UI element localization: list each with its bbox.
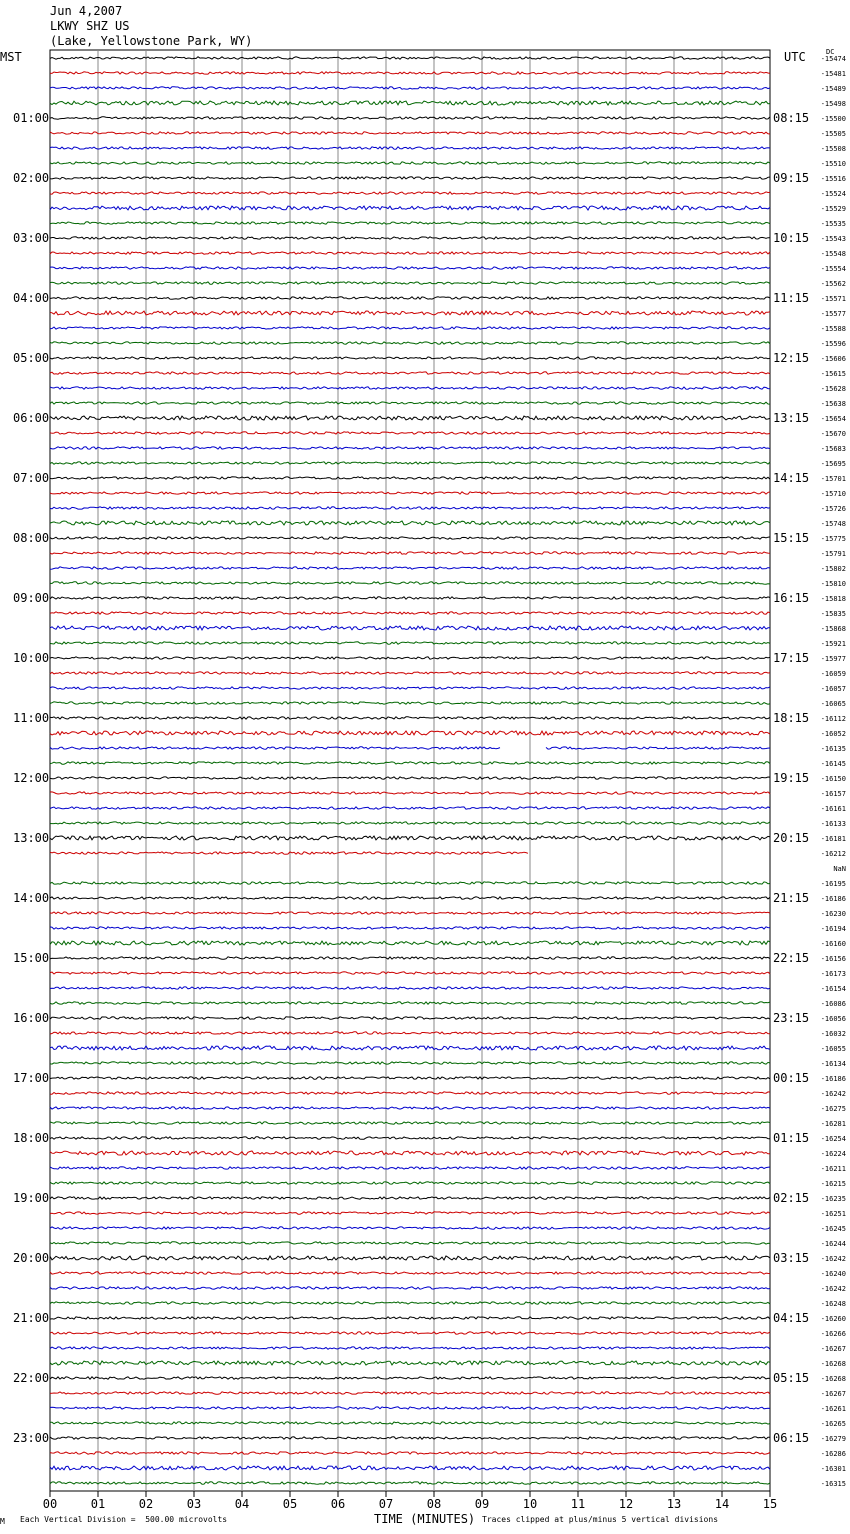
- seismic-trace: [50, 941, 770, 945]
- seismic-trace: [50, 552, 770, 554]
- right-hour-label: 03:15: [773, 1251, 810, 1265]
- x-tick-label: 03: [186, 1497, 202, 1511]
- seismic-trace: [50, 1182, 770, 1184]
- right-hour-label: 21:15: [773, 891, 810, 905]
- x-tick-label: 05: [282, 1497, 298, 1511]
- trace-dc-offset: -15921: [820, 640, 846, 648]
- trace-dc-offset: -16279: [820, 1435, 846, 1443]
- trace-dc-offset: -15500: [820, 115, 846, 123]
- trace-dc-offset: -16194: [820, 925, 846, 933]
- corner-mark: M: [0, 1517, 5, 1526]
- seismic-trace: [50, 1317, 770, 1319]
- seismic-trace: [50, 1437, 770, 1439]
- trace-dc-offset: -16156: [820, 955, 846, 963]
- seismic-trace: [50, 432, 770, 434]
- seismic-trace: [50, 717, 770, 719]
- trace-dc-offset: -16065: [820, 700, 846, 708]
- trace-dc-offset: NaN: [833, 865, 846, 873]
- seismic-trace: [50, 612, 770, 614]
- trace-dc-offset: -16059: [820, 670, 846, 678]
- left-timezone-label: MST: [0, 50, 22, 64]
- trace-dc-offset: -15498: [820, 100, 846, 108]
- trace-dc-offset: -16195: [820, 880, 846, 888]
- seismic-trace: [50, 282, 770, 284]
- right-hour-label: 22:15: [773, 951, 810, 965]
- right-hour-label: 18:15: [773, 711, 810, 725]
- seismic-trace: [50, 87, 770, 89]
- trace-dc-offset: -15670: [820, 430, 846, 438]
- seismic-trace: [50, 1227, 770, 1229]
- right-hour-label: 15:15: [773, 531, 810, 545]
- seismic-trace: [50, 1452, 770, 1454]
- trace-dc-offset: -16145: [820, 760, 846, 768]
- seismic-trace: [50, 836, 770, 840]
- x-tick-label: 01: [90, 1497, 106, 1511]
- seismic-trace: [50, 1077, 770, 1079]
- right-hour-label: 19:15: [773, 771, 810, 785]
- trace-dc-offset: -16268: [820, 1375, 846, 1383]
- seismic-trace: [50, 1332, 770, 1334]
- seismic-trace: [50, 687, 770, 689]
- trace-dc-offset: -16242: [820, 1255, 846, 1263]
- trace-dc-offset: -16086: [820, 1000, 846, 1008]
- seismic-trace: [50, 747, 770, 749]
- right-hour-label: 01:15: [773, 1131, 810, 1145]
- x-tick-label: 06: [330, 1497, 346, 1511]
- trace-dc-offset: -15577: [820, 310, 846, 318]
- left-hour-label: 21:00: [13, 1311, 50, 1325]
- right-timezone-label: UTC: [784, 50, 806, 64]
- x-tick-label: 14: [714, 1497, 730, 1511]
- seismic-trace: [50, 402, 770, 404]
- seismic-trace: [50, 897, 770, 899]
- trace-dc-offset: -16261: [820, 1405, 846, 1413]
- left-hour-label: 08:00: [13, 531, 50, 545]
- trace-dc-offset: -15524: [820, 190, 846, 198]
- seismic-trace: [50, 357, 770, 359]
- trace-dc-offset: -16135: [820, 745, 846, 753]
- trace-dc-offset: -15791: [820, 550, 846, 558]
- seismic-trace: [50, 822, 770, 824]
- seismic-trace: [50, 447, 770, 449]
- seismic-trace: [50, 702, 770, 704]
- left-hour-label: 19:00: [13, 1191, 50, 1205]
- x-axis-title: TIME (MINUTES): [374, 1512, 476, 1526]
- seismic-trace: [50, 177, 770, 179]
- trace-dc-offset: -16112: [820, 715, 846, 723]
- seismic-trace: [50, 1151, 770, 1155]
- seismic-trace: [50, 1062, 770, 1064]
- seismic-trace: [50, 1422, 770, 1424]
- trace-dc-offset: -16266: [820, 1330, 846, 1338]
- trace-dc-offset: -16254: [820, 1135, 846, 1143]
- seismic-trace: [50, 852, 528, 854]
- seismic-trace: [50, 147, 770, 149]
- left-hour-label: 13:00: [13, 831, 50, 845]
- x-tick-label: 15: [762, 1497, 778, 1511]
- seismic-trace: [50, 462, 770, 464]
- right-hour-label: 12:15: [773, 351, 810, 365]
- trace-dc-offset: -16211: [820, 1165, 846, 1173]
- trace-dc-offset: -15775: [820, 535, 846, 543]
- trace-dc-offset: -15748: [820, 520, 846, 528]
- seismic-trace: [50, 222, 770, 224]
- x-tick-label: 13: [666, 1497, 682, 1511]
- trace-dc-offset: -15588: [820, 325, 846, 333]
- seismic-trace: [50, 311, 770, 315]
- seismic-trace: [50, 117, 770, 119]
- trace-dc-offset: -16265: [820, 1420, 846, 1428]
- seismic-trace: [50, 387, 770, 389]
- trace-dc-offset: -16240: [820, 1270, 846, 1278]
- trace-dc-offset: -16052: [820, 730, 846, 738]
- seismic-trace: [50, 1287, 770, 1289]
- trace-dc-offset: -15562: [820, 280, 846, 288]
- trace-dc-offset: -16157: [820, 790, 846, 798]
- trace-dc-offset: -16154: [820, 985, 846, 993]
- seismic-trace: [50, 1167, 770, 1169]
- left-hour-label: 20:00: [13, 1251, 50, 1265]
- trace-dc-offset: -16251: [820, 1210, 846, 1218]
- right-hour-label: 00:15: [773, 1071, 810, 1085]
- right-hour-label: 13:15: [773, 411, 810, 425]
- x-tick-label: 08: [426, 1497, 442, 1511]
- right-hour-label: 06:15: [773, 1431, 810, 1445]
- seismic-trace: [50, 731, 770, 735]
- seismic-trace: [50, 206, 770, 210]
- trace-dc-offset: -16230: [820, 910, 846, 918]
- seismic-trace: [50, 372, 770, 374]
- trace-dc-offset: -16032: [820, 1030, 846, 1038]
- right-hour-label: 23:15: [773, 1011, 810, 1025]
- seismic-trace: [50, 1256, 770, 1260]
- trace-dc-offset: -16133: [820, 820, 846, 828]
- trace-dc-offset: -16242: [820, 1090, 846, 1098]
- left-hour-label: 03:00: [13, 231, 50, 245]
- seismic-trace: [50, 957, 770, 959]
- trace-dc-offset: -16281: [820, 1120, 846, 1128]
- trace-dc-offset: -15529: [820, 205, 846, 213]
- seismic-trace: [50, 1347, 770, 1349]
- seismic-trace: [50, 237, 770, 239]
- seismic-trace: [50, 57, 770, 59]
- seismic-trace: [50, 567, 770, 569]
- trace-dc-offset: -16215: [820, 1180, 846, 1188]
- trace-dc-offset: -16267: [820, 1390, 846, 1398]
- seismic-trace: [50, 507, 770, 509]
- left-hour-label: 11:00: [13, 711, 50, 725]
- right-hour-label: 04:15: [773, 1311, 810, 1325]
- seismic-trace: [50, 1197, 770, 1199]
- dc-offset-header: DC: [826, 48, 835, 56]
- trace-dc-offset: -16181: [820, 835, 846, 843]
- seismic-trace: [50, 1002, 770, 1004]
- seismic-trace: [50, 521, 770, 525]
- trace-dc-offset: -15701: [820, 475, 846, 483]
- left-hour-label: 05:00: [13, 351, 50, 365]
- trace-dc-offset: -15802: [820, 565, 846, 573]
- trace-dc-offset: -16248: [820, 1300, 846, 1308]
- left-hour-label: 06:00: [13, 411, 50, 425]
- trace-dc-offset: -16286: [820, 1450, 846, 1458]
- seismic-trace: [50, 927, 770, 929]
- right-hour-label: 20:15: [773, 831, 810, 845]
- trace-dc-offset: -16242: [820, 1285, 846, 1293]
- trace-dc-offset: -16057: [820, 685, 846, 693]
- seismic-trace: [50, 1392, 770, 1394]
- trace-dc-offset: -16245: [820, 1225, 846, 1233]
- trace-dc-offset: -16160: [820, 940, 846, 948]
- trace-dc-offset: -16267: [820, 1345, 846, 1353]
- seismic-trace: [50, 597, 770, 599]
- x-tick-label: 00: [42, 1497, 58, 1511]
- x-tick-label: 09: [474, 1497, 490, 1511]
- trace-dc-offset: -16235: [820, 1195, 846, 1203]
- trace-dc-offset: -15505: [820, 130, 846, 138]
- trace-dc-offset: -16244: [820, 1240, 846, 1248]
- trace-dc-offset: -15726: [820, 505, 846, 513]
- seismic-trace: [50, 777, 770, 779]
- seismic-trace: [50, 1242, 770, 1244]
- trace-dc-offset: -15818: [820, 595, 846, 603]
- seismic-trace: [50, 672, 770, 674]
- seismic-trace: [50, 807, 770, 809]
- trace-dc-offset: -16055: [820, 1045, 846, 1053]
- trace-dc-offset: -15543: [820, 235, 846, 243]
- left-hour-label: 12:00: [13, 771, 50, 785]
- left-hour-label: 18:00: [13, 1131, 50, 1145]
- seismic-trace: [50, 626, 770, 630]
- seismic-trace: [50, 1137, 770, 1139]
- seismic-trace: [50, 416, 770, 420]
- trace-dc-offset: -16186: [820, 1075, 846, 1083]
- trace-dc-offset: -15810: [820, 580, 846, 588]
- seismic-trace: [50, 132, 770, 134]
- seismic-trace: [50, 1107, 770, 1109]
- seismic-trace: [50, 477, 770, 479]
- seismic-trace: [50, 492, 770, 494]
- right-hour-label: 05:15: [773, 1371, 810, 1385]
- trace-dc-offset: -15481: [820, 70, 846, 78]
- seismic-trace: [50, 537, 770, 539]
- trace-dc-offset: -16186: [820, 895, 846, 903]
- seismic-trace: [50, 1272, 770, 1274]
- x-tick-label: 10: [522, 1497, 538, 1511]
- right-hour-label: 17:15: [773, 651, 810, 665]
- seismic-trace: [50, 642, 770, 644]
- seismic-trace: [50, 657, 770, 659]
- trace-dc-offset: -15638: [820, 400, 846, 408]
- trace-dc-offset: -15868: [820, 625, 846, 633]
- left-hour-label: 09:00: [13, 591, 50, 605]
- right-hour-label: 10:15: [773, 231, 810, 245]
- trace-dc-offset: -15977: [820, 655, 846, 663]
- seismic-trace: [50, 987, 770, 989]
- seismic-trace: [50, 582, 770, 584]
- trace-dc-offset: -16275: [820, 1105, 846, 1113]
- left-hour-label: 04:00: [13, 291, 50, 305]
- seismic-trace: [50, 192, 770, 194]
- x-tick-label: 12: [618, 1497, 634, 1511]
- seismic-trace: [50, 1302, 770, 1304]
- right-hour-label: 09:15: [773, 171, 810, 185]
- trace-dc-offset: -16260: [820, 1315, 846, 1323]
- scale-note: Each Vertical Division = 500.00 microvolts: [20, 1515, 228, 1524]
- trace-dc-offset: -15596: [820, 340, 846, 348]
- left-hour-label: 23:00: [13, 1431, 50, 1445]
- trace-dc-offset: -15508: [820, 145, 846, 153]
- trace-dc-offset: -15510: [820, 160, 846, 168]
- trace-dc-offset: -16173: [820, 970, 846, 978]
- left-hour-label: 15:00: [13, 951, 50, 965]
- seismic-trace: [50, 162, 770, 164]
- right-hour-label: 02:15: [773, 1191, 810, 1205]
- station-location: (Lake, Yellowstone Park, WY): [50, 34, 253, 48]
- clip-note: Traces clipped at plus/minus 5 vertical divisions: [482, 1515, 719, 1524]
- seismic-trace: [50, 1466, 770, 1470]
- trace-dc-offset: -16315: [820, 1480, 846, 1488]
- trace-dc-offset: -15474: [820, 55, 846, 63]
- seismic-trace: [50, 1092, 770, 1094]
- trace-dc-offset: -15548: [820, 250, 846, 258]
- trace-dc-offset: -15571: [820, 295, 846, 303]
- seismic-trace: [50, 912, 770, 914]
- x-tick-label: 04: [234, 1497, 250, 1511]
- left-hour-label: 14:00: [13, 891, 50, 905]
- trace-dc-offset: -16161: [820, 805, 846, 813]
- station-code: LKWY SHZ US: [50, 19, 130, 33]
- seismic-trace: [50, 297, 770, 299]
- left-hour-label: 17:00: [13, 1071, 50, 1085]
- x-tick-label: 07: [378, 1497, 394, 1511]
- trace-dc-offset: -15835: [820, 610, 846, 618]
- seismic-trace: [50, 792, 770, 794]
- station-date: Jun 4,2007: [50, 4, 123, 18]
- seismic-trace: [50, 327, 770, 329]
- seismic-trace: [50, 252, 770, 254]
- seismic-trace: [50, 1212, 770, 1214]
- trace-dc-offset: -15710: [820, 490, 846, 498]
- trace-dc-offset: -16150: [820, 775, 846, 783]
- trace-dc-offset: -15554: [820, 265, 846, 273]
- seismic-trace: [50, 1407, 770, 1409]
- right-hour-label: 16:15: [773, 591, 810, 605]
- trace-dc-offset: -16212: [820, 850, 846, 858]
- trace-dc-offset: -15683: [820, 445, 846, 453]
- x-tick-label: 11: [570, 1497, 586, 1511]
- trace-dc-offset: -15654: [820, 415, 846, 423]
- seismic-trace: [50, 72, 770, 74]
- seismic-trace: [50, 762, 770, 764]
- seismic-trace: [50, 342, 770, 344]
- left-hour-label: 22:00: [13, 1371, 50, 1385]
- trace-dc-offset: -16224: [820, 1150, 846, 1158]
- left-hour-label: 16:00: [13, 1011, 50, 1025]
- trace-dc-offset: -16268: [820, 1360, 846, 1368]
- left-hour-label: 02:00: [13, 171, 50, 185]
- left-hour-label: 10:00: [13, 651, 50, 665]
- seismic-trace: [50, 1046, 770, 1050]
- seismic-trace: [50, 882, 770, 884]
- left-hour-label: 01:00: [13, 111, 50, 125]
- right-hour-label: 11:15: [773, 291, 810, 305]
- seismic-trace: [50, 1377, 770, 1379]
- x-tick-label: 02: [138, 1497, 154, 1511]
- trace-dc-offset: -15516: [820, 175, 846, 183]
- trace-dc-offset: -15628: [820, 385, 846, 393]
- seismic-trace: [50, 1017, 770, 1019]
- plot-frame: [50, 50, 770, 1491]
- trace-dc-offset: -15606: [820, 355, 846, 363]
- trace-dc-offset: -15695: [820, 460, 846, 468]
- seismic-trace: [50, 1361, 770, 1365]
- trace-dc-offset: -16056: [820, 1015, 846, 1023]
- seismic-trace: [50, 267, 770, 269]
- trace-dc-offset: -16301: [820, 1465, 846, 1473]
- left-hour-label: 07:00: [13, 471, 50, 485]
- trace-dc-offset: -15489: [820, 85, 846, 93]
- seismic-trace: [50, 1032, 770, 1034]
- seismic-trace: [50, 1482, 770, 1484]
- seismic-trace: [50, 1122, 770, 1124]
- trace-dc-offset: -15535: [820, 220, 846, 228]
- right-hour-label: 14:15: [773, 471, 810, 485]
- trace-dc-offset: -16134: [820, 1060, 846, 1068]
- seismic-trace: [50, 101, 770, 105]
- seismic-trace: [50, 972, 770, 974]
- trace-dc-offset: -15615: [820, 370, 846, 378]
- right-hour-label: 08:15: [773, 111, 810, 125]
